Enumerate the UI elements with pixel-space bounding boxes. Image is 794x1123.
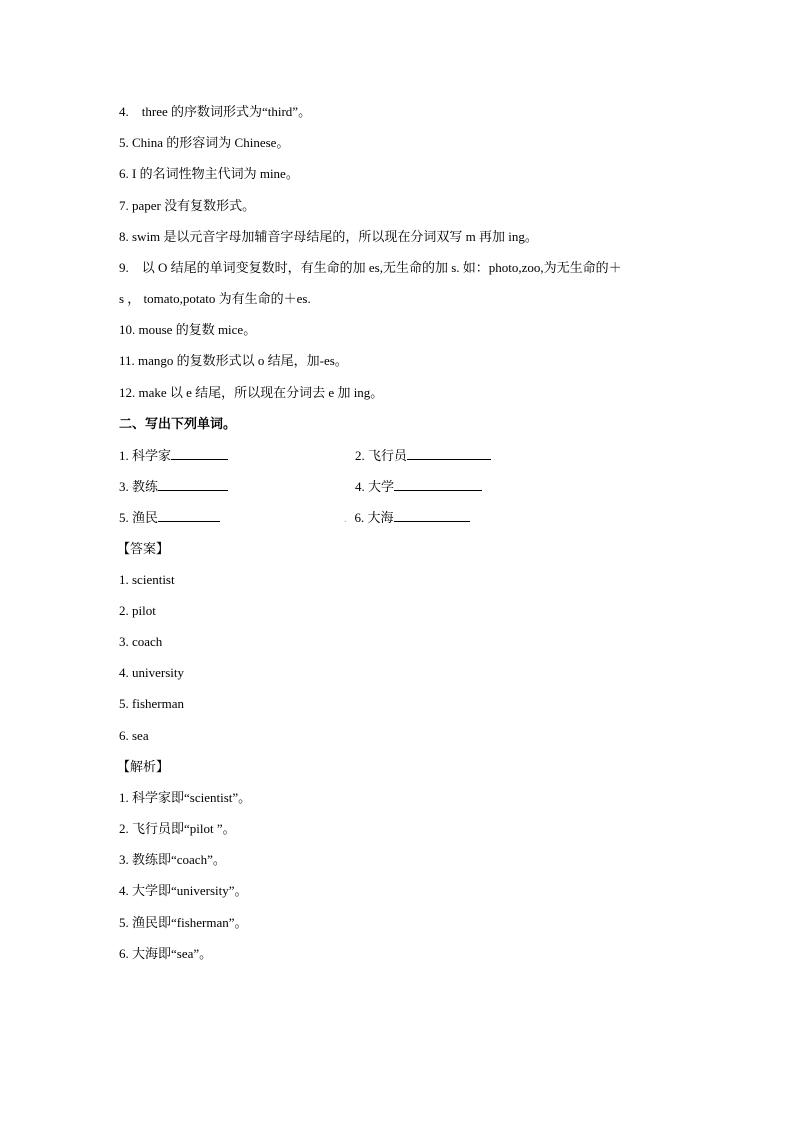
analysis-line: 3. 教练即“coach”。 [119, 852, 226, 867]
explanation-line: 8. swim 是以元音字母加辅音字母结尾的，所以现在分词双写 m 再加 ing。 [119, 229, 538, 244]
section-title: 二、写出下列单词。 [119, 416, 237, 431]
explanation-line: s ， tomato,potato 为有生命的＋es. [119, 291, 311, 306]
explanation-line: 12. make 以 e 结尾，所以现在分词去 e 加 ing。 [119, 385, 384, 400]
answer-line: 6. sea [119, 728, 149, 743]
question-item [119, 446, 228, 465]
answer-line: 2. pilot [119, 603, 156, 618]
explanation-line: 6. I 的名词性物主代词为 mine。 [119, 166, 299, 181]
question-item [119, 508, 220, 527]
explanation-line: 10. mouse 的复数 mice。 [119, 322, 257, 337]
question-label: 5. 渔民 [119, 510, 159, 525]
question-item [344, 508, 470, 529]
answer-blank [158, 508, 220, 522]
question-label: 3. 教练 [119, 479, 159, 494]
question-item [355, 446, 491, 465]
explanation-line: 4. three 的序数词形式为“third”。 [119, 104, 312, 119]
analysis-line: 1. 科学家即“scientist”。 [119, 790, 252, 805]
answer-line: 3. coach [119, 634, 163, 649]
explanation-line: 11. mango 的复数形式以 o 结尾，加-es。 [119, 353, 348, 368]
explanation-line: 7. paper 没有复数形式。 [119, 198, 256, 213]
answer-line: 4. university [119, 665, 184, 680]
answer-line: 1. scientist [119, 572, 175, 587]
analysis-line: 2. 飞行员即“pilot ”。 [119, 821, 236, 836]
answer-blank [394, 508, 470, 522]
question-label: 4. 大学 [355, 479, 395, 494]
question-label: 6. 大海 [354, 510, 394, 525]
stray-mark: . [344, 514, 347, 525]
answer-blank [407, 446, 491, 460]
question-item [119, 477, 228, 496]
answer-blank [171, 446, 228, 460]
analysis-header: 【解析】 [117, 759, 170, 774]
question-label: 1. 科学家 [119, 448, 172, 463]
explanation-line: 5. China 的形容词为 Chinese。 [119, 135, 290, 150]
analysis-line: 4. 大学即“university”。 [119, 883, 248, 898]
analysis-line: 5. 渔民即“fisherman”。 [119, 915, 248, 930]
explanation-line: 9. 以 O 结尾的单词变复数时，有生命的加 es,无生命的加 s. 如：photo,zoo,为无生命的＋ [119, 260, 622, 275]
question-label: 2. 飞行员 [355, 448, 408, 463]
answer-line: 5. fisherman [119, 696, 184, 711]
analysis-line: 6. 大海即“sea”。 [119, 946, 213, 961]
answer-blank [158, 477, 228, 491]
answer-blank [394, 477, 482, 491]
question-item [355, 477, 482, 496]
answer-header: 【答案】 [117, 541, 170, 556]
